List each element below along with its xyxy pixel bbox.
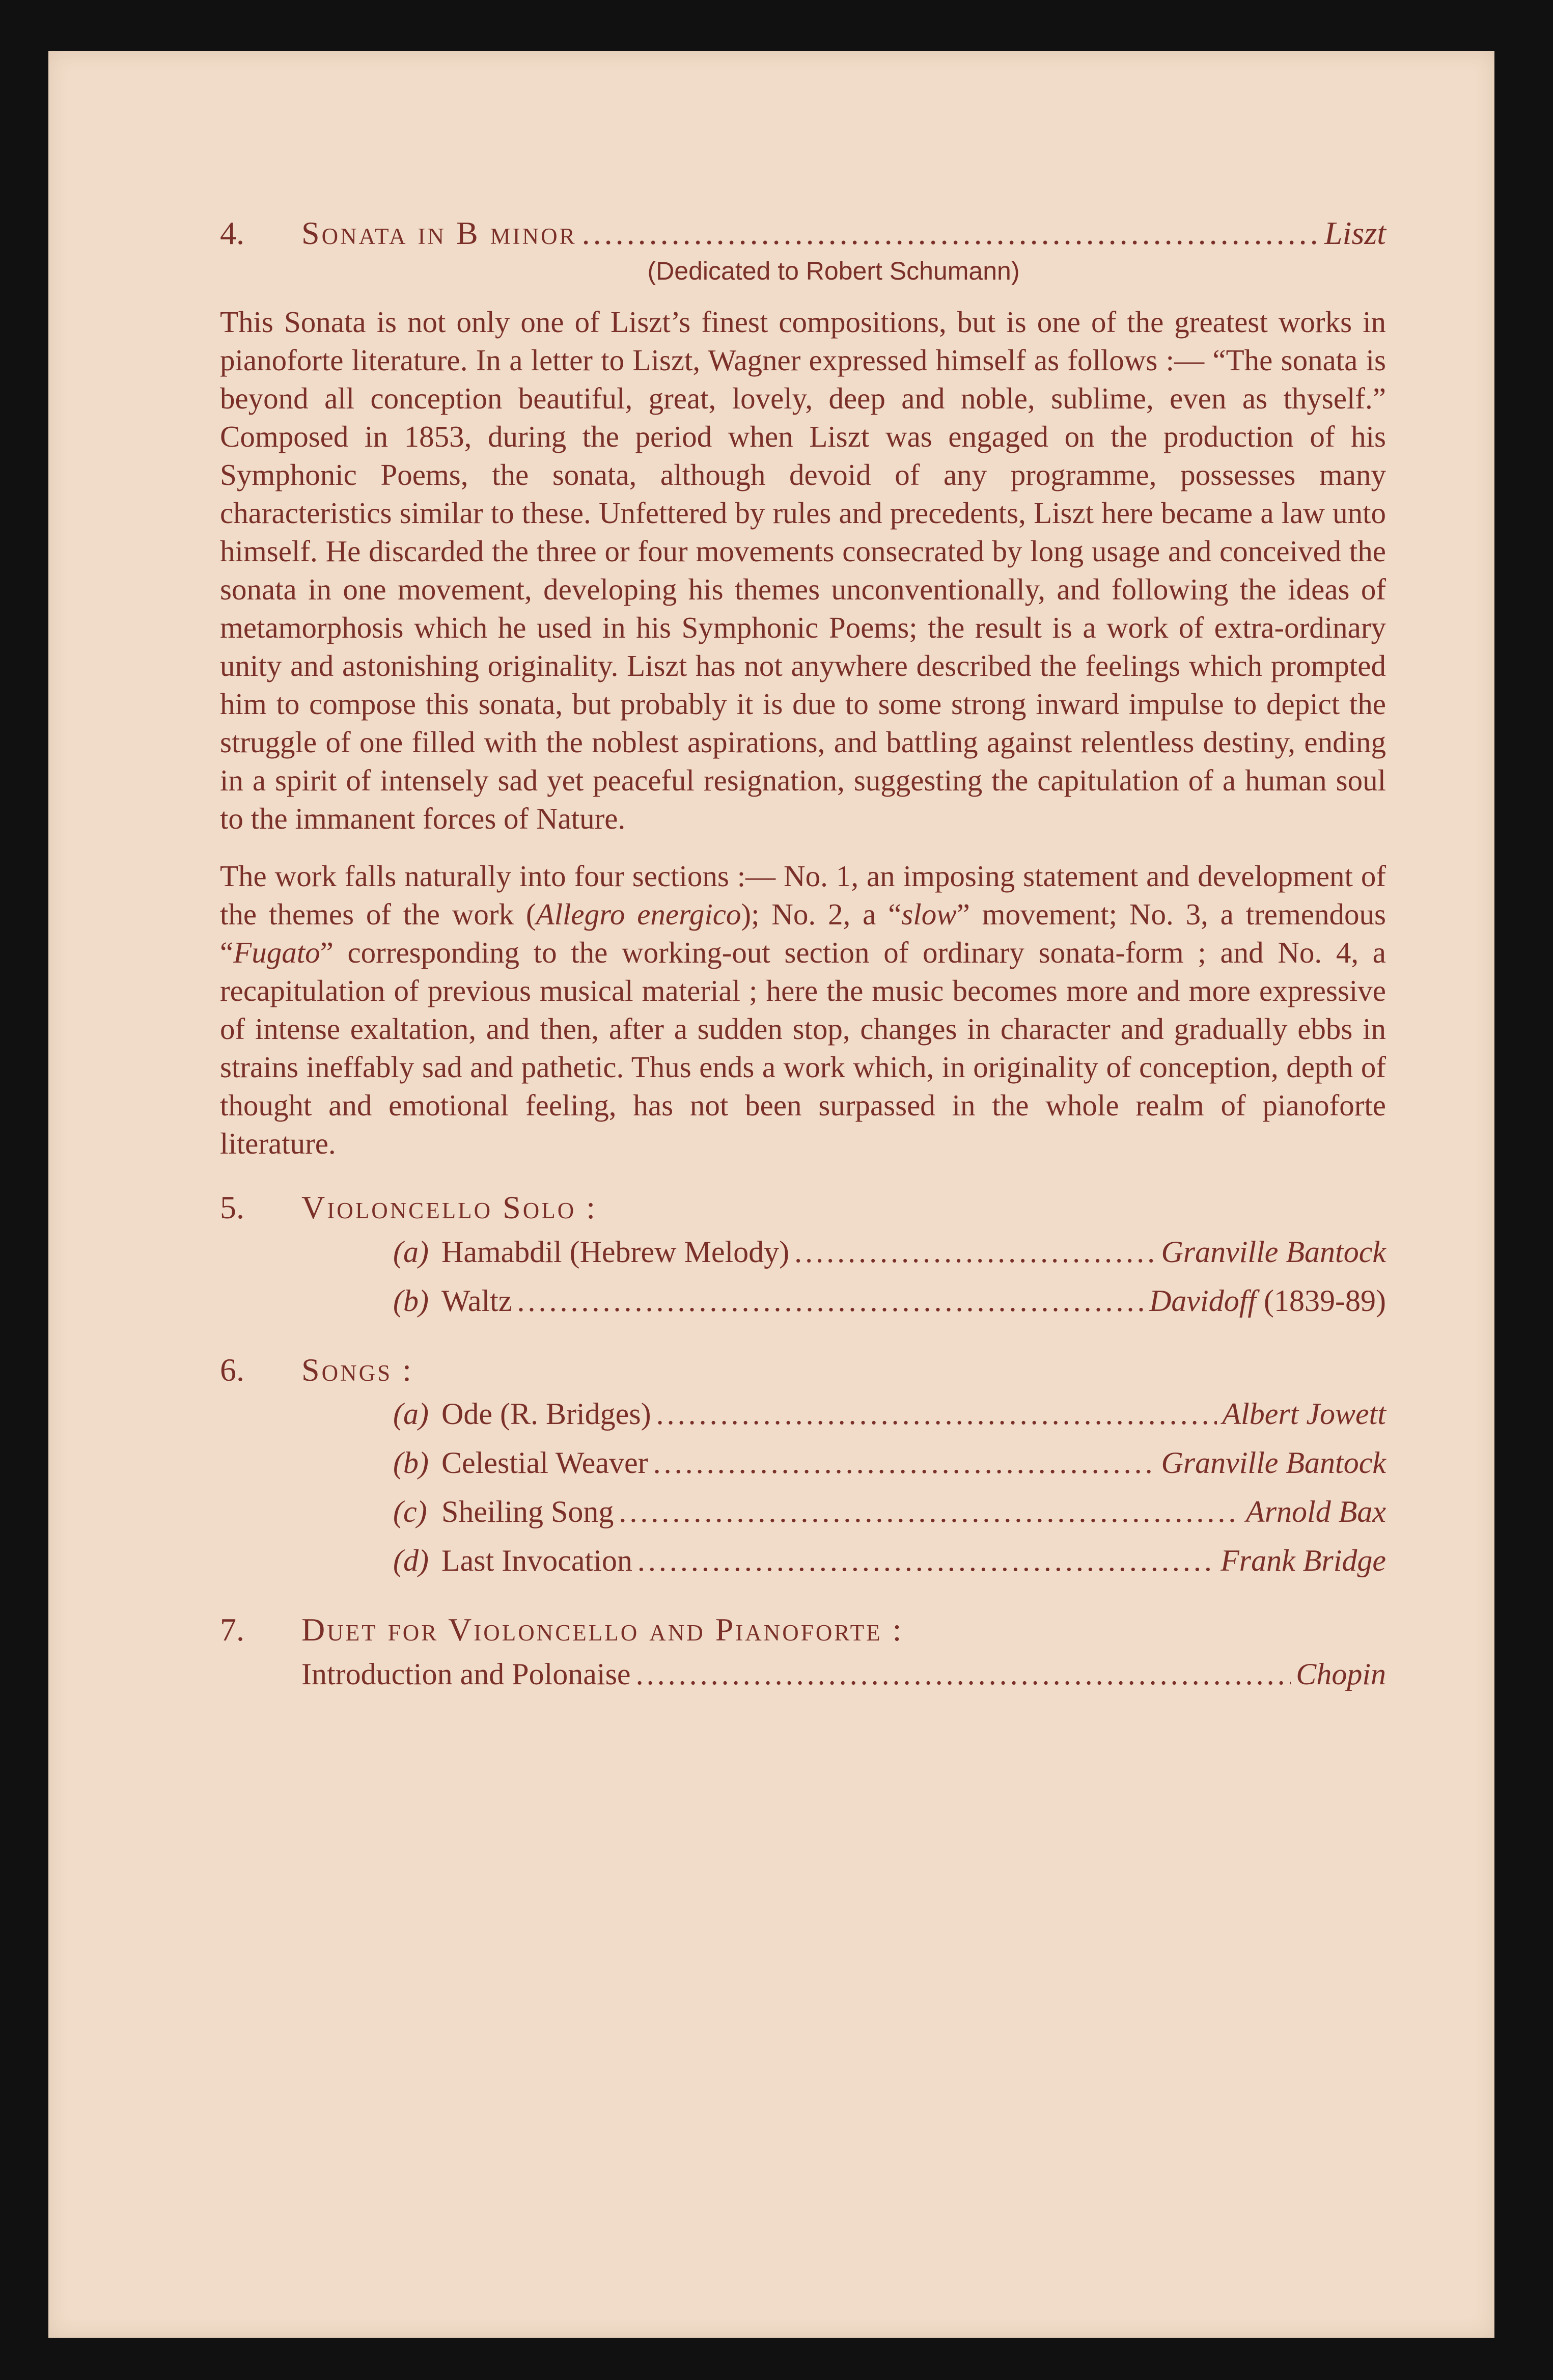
item-5 [220, 1188, 1386, 1325]
composer-name: Albert Jowett [1222, 1397, 1386, 1431]
piece-letter: (d) [393, 1544, 429, 1578]
item-number: 7. [220, 1611, 244, 1648]
item-5-heading [220, 1188, 1386, 1227]
item-6-heading [220, 1351, 1386, 1390]
composer-name: Granville Bantock [1161, 1446, 1386, 1480]
dot-leader [637, 1536, 1215, 1585]
piece-letter: (c) [393, 1495, 427, 1529]
composer-name: Granville Bantock [1161, 1235, 1386, 1269]
dot-leader [653, 1438, 1156, 1487]
tempo-marking: Fugato [233, 935, 320, 969]
piece-title: Last Invocation [441, 1544, 632, 1578]
program-page [48, 51, 1494, 2338]
piece-line [220, 1438, 1386, 1487]
sonata-description: This Sonata is not only one of Liszt’s finest compositions, but is one of the greatest works in pianoforte literature. In a letter to Liszt, Wagner expressed himself as follows :— “The sonata is beyond all conception beautiful, great, lovely, deep and noble, sublime, even as thyself.” Composed in 1853, during the period when Liszt was engaged on the production of his Symphonic Poems, the sonata, although devoid of any programme, possesses many characteristics similar to these. Unfettered by rules and precedents, Liszt here became a law unto himself. He discarded the three or four movements consecrated by long usage and conceived the sonata in one movement, developing his themes unconventionally, and following the ideas of metamorphosis which he used in his Symphonic Poems; the result is a work of extra-ordinary unity and astonishing originality. Liszt has not anywhere described the feelings which prompted him to compose this sonata, but probably it is due to some strong inward impulse to depict the struggle of one filled with the noblest aspirations, and battling against relentless destiny, ending in a spirit of intensely sad yet peaceful resignation, suggesting the capitulation of a human soul to the immanent forces of Nature. [220, 305, 1386, 835]
piece-title: Sheiling Song [441, 1495, 614, 1529]
program-content [220, 214, 1386, 1699]
text-run: ); No. 2, a “ [741, 897, 902, 931]
text-run: The work falls naturally into four sections :— No. 1, an imposing statement and development of the themes of the work ( [220, 859, 1386, 931]
item-7 [220, 1610, 1386, 1699]
piece-letter: (b) [393, 1283, 429, 1318]
piece-line [220, 1227, 1386, 1276]
dot-leader [636, 1650, 1291, 1699]
piece-title: Waltz [441, 1283, 512, 1318]
item-6 [220, 1351, 1386, 1585]
composer-dates: (1839-89) [1256, 1283, 1386, 1318]
piece-letter: (a) [393, 1397, 429, 1431]
dot-leader [582, 214, 1319, 253]
item-title: Duet for Violoncello and Pianoforte : [301, 1611, 904, 1648]
dedication: (Dedicated to Robert Schumann) [647, 256, 1020, 285]
tempo-marking: Allegro energico [536, 897, 741, 931]
dot-leader [656, 1389, 1217, 1438]
piece-line [220, 1276, 1386, 1325]
text-run: ” corresponding to the working-out section of ordinary sonata-form ; and No. 4, a recapitulation of previous musical material ; here the music becomes more and more expressive of intense exaltation, and then, after a sudden stop, changes in character and gradually ebbs in strains ineffably sad and pathetic. Thus ends a work which, in originality of conception, depth of thought and emotional feeling, has not been surpassed in the whole realm of pianoforte literature. [220, 935, 1386, 1160]
piece-line [220, 1650, 1386, 1699]
tempo-marking: slow [901, 897, 957, 931]
composer-name: Arnold Bax [1246, 1495, 1386, 1529]
dot-leader [794, 1227, 1156, 1276]
composer-name: Chopin [1296, 1657, 1386, 1691]
item-title: Sonata in B minor [301, 215, 577, 251]
piece-line [220, 1487, 1386, 1536]
item-number: 4. [220, 215, 244, 251]
piece-line [220, 1389, 1386, 1438]
item-title: Violoncello Solo : [301, 1189, 598, 1225]
piece-title: Hamabdil (Hebrew Melody) [441, 1235, 790, 1269]
piece-line [220, 1536, 1386, 1585]
piece-title: Ode (R. Bridges) [441, 1397, 651, 1431]
dot-leader [619, 1487, 1241, 1536]
item-title: Songs : [301, 1351, 413, 1388]
piece-title: Introduction and Polonaise [301, 1657, 631, 1691]
item-4-heading [220, 214, 1386, 253]
item-number: 6. [220, 1351, 244, 1388]
item-7-heading [220, 1610, 1386, 1650]
piece-letter: (b) [393, 1446, 429, 1480]
item-number: 5. [220, 1189, 244, 1225]
composer-name: Liszt [1324, 215, 1386, 251]
composer-name: Frank Bridge [1221, 1544, 1386, 1578]
text-run: ” movement; No. 3, a tremendous “ [220, 897, 1386, 969]
dot-leader [517, 1276, 1144, 1325]
composer-name: Davidoff [1149, 1283, 1257, 1318]
piece-title: Celestial Weaver [441, 1446, 648, 1480]
piece-letter: (a) [393, 1235, 429, 1269]
sonata-sections-description [220, 857, 1386, 1163]
